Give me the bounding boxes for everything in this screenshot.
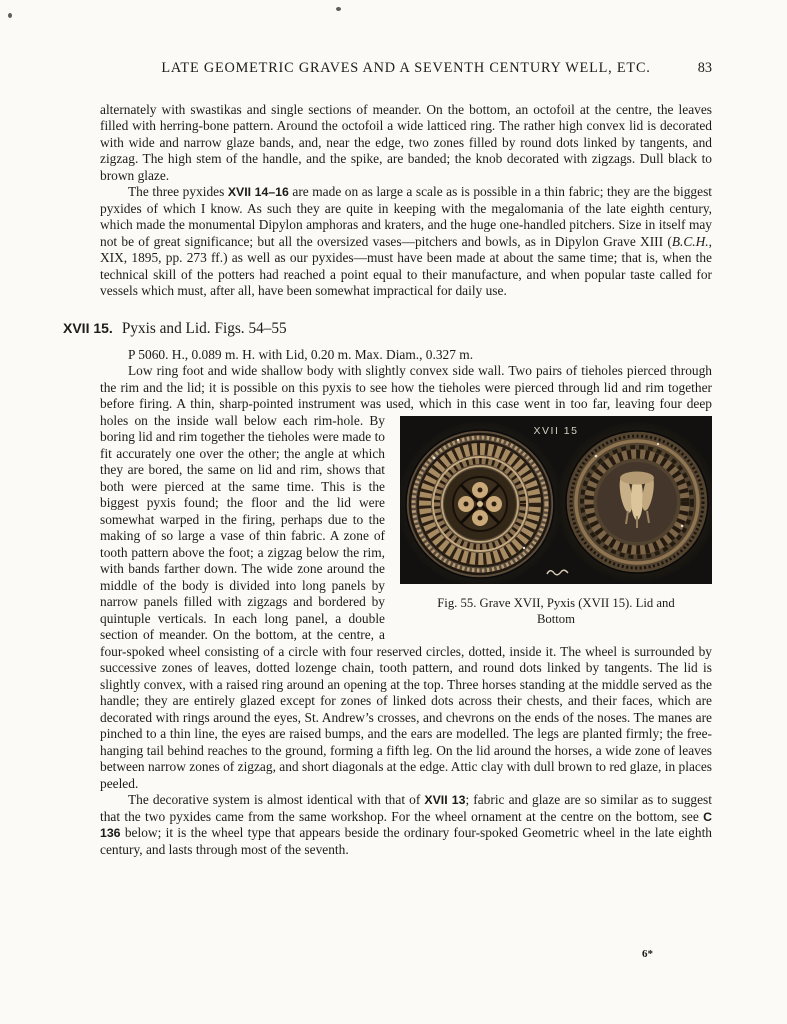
entry-title: Pyxis and Lid. Figs. 54–55: [121, 319, 287, 337]
text-run: are made on as large a scale as is possible in a thin fabric; they are the biggest pyxides of which I know. As such they are quite in keeping with the megalomania of the late eighth century, which made the monumental Dipylon amphoras and kraters, and the huge one-handled pitchers. Size in itself may not be of great significance; but all the oversized vases—pitchers and bowls, as in Dipylon Grave XIII (: [100, 184, 713, 249]
pyxis-lid-photo: [566, 431, 708, 573]
page-number: 83: [697, 60, 712, 76]
figure-photo: [400, 416, 712, 584]
caption-line: Bottom: [536, 611, 576, 626]
running-head-title: LATE GEOMETRIC GRAVES AND A SEVENTH CENTURY WELL, ETC.: [161, 60, 651, 76]
text-run: Low ring foot and wide shallow body with slightly convex side wall. Two pairs of tieholes pierced through the rim and the lid; it is possible on this pyxis to see how the tieholes were pierced through lid and rim together before firing. A thin, sharp-pointed instrument was used,: [100, 363, 712, 411]
paragraph-continuation: alternately with swastikas and single sections of meander. On the bottom, an octofoil at the centre, the leaves filled with herring-bone pattern. Around the octofoil a wide latticed ring. The rather high convex lid is decorated with wide and narrow glaze bands, and, near the edge, two zones filled by round dots linked by tangents, and zigzag. The high stem of the handle, and the spike, are banded; the knob decorated with zigzags. Dull black to brown glaze.: [100, 101, 712, 183]
figure-photograph-svg: [400, 416, 712, 584]
paragraph-pyxides: [100, 184, 712, 300]
journal-abbreviation: B.C.H.: [671, 233, 709, 249]
text-run: ; fabric and glaze are so similar as to suggest that the two pyxides came from the same workshop. For the wheel ornament at the centre on the bottom, see: [100, 792, 712, 824]
catalogue-number: XVII 14–16: [227, 185, 289, 199]
text-run: The three pyxides: [128, 184, 228, 199]
printers-signature-mark: 6*: [642, 948, 653, 960]
text-block: [63, 101, 713, 859]
text-run: below; it is the wheel type that appears beside the ordinary four-spoked Geometric wheel in the late eighth century, and lasts through most of the seventh.: [100, 825, 712, 857]
figure-55: [400, 416, 712, 627]
entry-number: XVII 15.: [63, 319, 113, 336]
entry-heading: [63, 319, 712, 338]
scan-speck: [8, 13, 12, 18]
photo-label: XVII 15: [533, 424, 579, 437]
caption-line: Fig. 55. Grave XVII, Pyxis (XVII 15). Lid and: [437, 595, 675, 610]
text-run: which in this case went in too far, leaving four deep holes on the inside wall below each rim-hole. By boring lid and rim together the tieholes were made to fit accurately one over the other; the angle at which they are bored, the same on lid and rim, shows that both were pierced at the same time. This is the biggest pyxis found; the floor and the lid were somewhat warped in the firing, perhaps due to the making of so large a vase of thin fabric. A zone of tooth pattern above the foot; a zigzag below the rim, with bands farther down. The wide zone around the middle of the body is divided into long panels by narrow panels filled with zigzags and bordered by quintuple verticals. In each long panel, a double section of meander. On the bottom, at the centre, a four-spoked wheel consisting of a circle with four reserved circles, dotted, inside it. The wheel is surrounded by successive zones of leaves, dotted lozenge chain, tooth pattern, and round dots linked by tangents. The lid is slightly convex, with a raised ring around an opening at the top. Three horses standing at the middle served as the handle; they are entirely glazed except for zones of linked dots across their chests, and their faces, which are decorated with rings around the eyes, St. Andrew’s crosses, and chevrons on the ends of the noses. The manes are pinched to a thin line, the eyes are raised bumps, and the ears are modelled. The legs are planted firmly; the free-hanging tail behind reaches to the ground, forming a fifth leg. On the lid around the horses, a wide zone of leaves between narrow zones of zigzag, and short diagonals at the edge. Attic clay with dull brown to red glaze, in places peeled.: [100, 396, 712, 791]
measurements-line: P 5060. H., 0.089 m. H. with Lid, 0.20 m. Max. Diam., 0.327 m.: [128, 346, 474, 362]
catalogue-number: C 136: [100, 809, 712, 840]
catalogue-number: XVII 13: [424, 793, 466, 807]
text-run: The decorative system is almost identical with that of: [128, 792, 425, 807]
pyxis-bottom-photo: [406, 430, 554, 578]
figure-caption: [400, 595, 712, 627]
paragraph-closing: [100, 792, 712, 858]
running-head: [100, 0, 712, 77]
paragraph-description: [100, 363, 712, 792]
text-run: , XIX, 1895, pp. 273 ff.) as well as our pyxides—must have been made at about the same time; that is, when the technical skill of the potters had reached a point equal to their manufacture, and when popular taste called for vessels which must, after all, have been somewhat impractical for daily use.: [100, 233, 712, 298]
